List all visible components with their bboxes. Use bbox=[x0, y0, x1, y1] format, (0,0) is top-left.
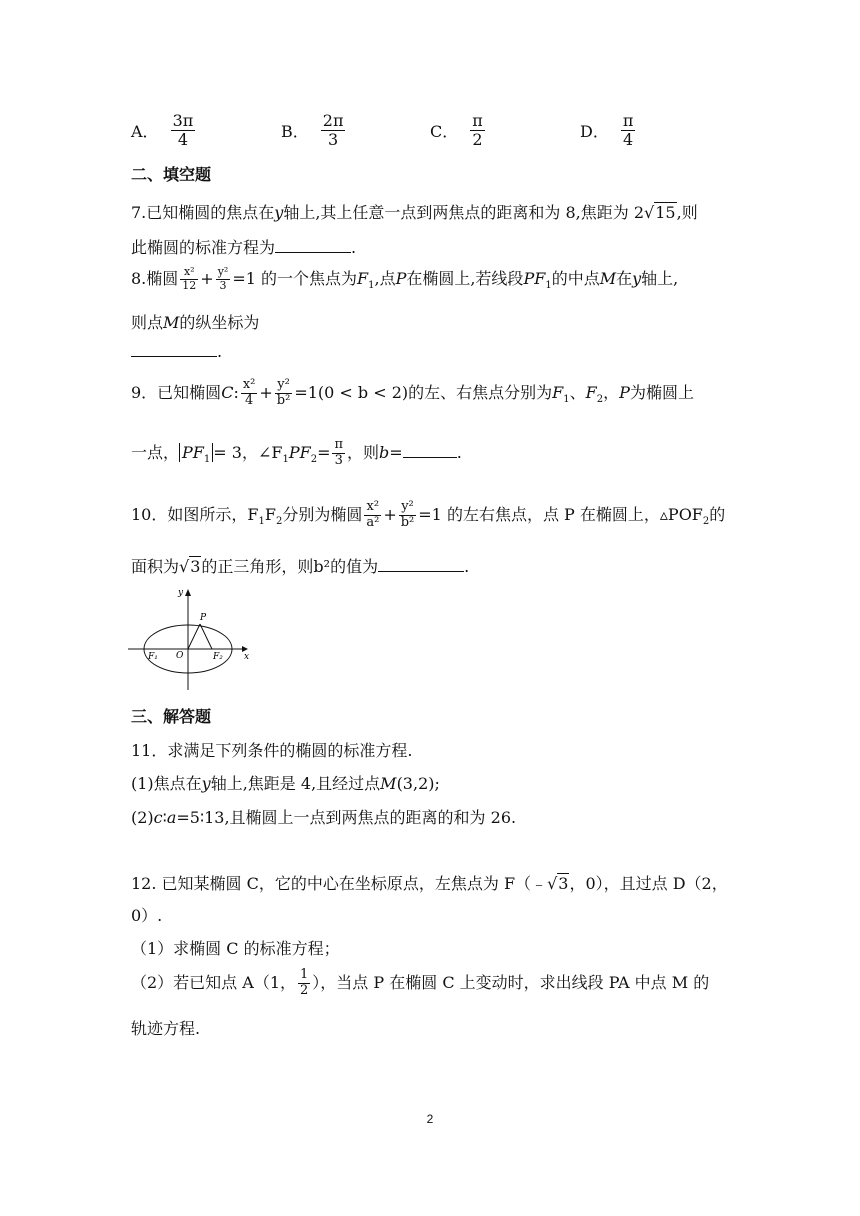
text: . bbox=[217, 342, 223, 361]
text: ∶ bbox=[162, 808, 167, 827]
question-12-part-2-cont: 轨迹方程. bbox=[131, 1019, 201, 1038]
var: F bbox=[552, 382, 564, 402]
text: 轴上,其上任意一点到两焦点的距离和为 8,焦距为 2 bbox=[283, 203, 645, 222]
numerator: x² bbox=[364, 500, 381, 516]
text: ▵POF bbox=[659, 504, 703, 524]
text: 9．已知椭圆 bbox=[131, 382, 222, 402]
numerator: x² bbox=[180, 266, 198, 280]
denominator: 2 bbox=[300, 982, 309, 998]
fraction-denominator: 4 bbox=[623, 130, 634, 150]
fraction bbox=[275, 378, 293, 409]
segment-OP bbox=[188, 624, 200, 649]
var: M bbox=[163, 313, 180, 332]
label-f1: F₁ bbox=[148, 652, 158, 662]
fraction-half bbox=[298, 968, 310, 999]
text: ,则 bbox=[676, 203, 698, 222]
text: =5∶13,且椭圆上一点到两焦点的距离的和为 26. bbox=[176, 808, 517, 827]
fraction-numerator: π bbox=[622, 111, 634, 130]
fraction bbox=[216, 266, 231, 292]
text: 轴上,焦距是 4,且经过点 bbox=[210, 774, 381, 793]
answer-blank bbox=[403, 443, 457, 458]
text: 10．如图所示，F bbox=[131, 504, 259, 524]
option-letter: A． bbox=[131, 122, 159, 142]
text: 的纵坐标为 bbox=[179, 313, 260, 332]
text: ），当点 P 在椭圆 C 上变动时，求出线段 PA 中点 M 的 bbox=[312, 972, 710, 992]
var: F bbox=[357, 269, 369, 288]
question-12-line-2: 0）. bbox=[131, 906, 163, 925]
denominator: 3 bbox=[219, 279, 227, 292]
answer-blank bbox=[275, 238, 351, 253]
text: 12. 已知某椭圆 C，它的中心在坐标原点，左焦点为 F（﹣ bbox=[131, 874, 548, 893]
label-p: P bbox=[200, 613, 207, 623]
question-10-line-1: 10．如图所示，$F_1F_2$分别为椭圆 $\frac{\text{x²}}{\text{a²}}$ + $\frac{\text{y²}}{\text{b²}}$ =1 的左右焦点，点 P 在椭圆上，$▵POF_2$的 bbox=[131, 499, 726, 530]
var: b bbox=[379, 442, 390, 462]
label-o: O bbox=[176, 651, 184, 661]
text: =1 的一个焦点为 bbox=[232, 269, 357, 288]
text: = bbox=[317, 442, 331, 462]
label-f2: F₂ bbox=[213, 652, 223, 662]
option-c bbox=[430, 112, 487, 150]
fraction bbox=[241, 378, 258, 409]
text: =1 的左右焦点，点 P 在椭圆上， bbox=[418, 504, 660, 524]
question-8-line-2 bbox=[131, 310, 259, 333]
var: PF bbox=[182, 442, 204, 462]
absolute-value: $PF_1$ bbox=[179, 443, 213, 462]
denominator: a² bbox=[366, 514, 380, 530]
denominator: 4 bbox=[244, 392, 254, 408]
text: 为椭圆上 bbox=[629, 382, 694, 402]
text: 一点， bbox=[131, 442, 180, 462]
section-heading-solve: 三、解答题 bbox=[131, 707, 212, 726]
sqrt: √3 bbox=[179, 557, 201, 576]
question-11-part-1 bbox=[131, 771, 440, 794]
question-9-line-1: 9．已知椭圆C: $\frac{\text{x²}}{4}$ + $\frac{\text{y²}}{\text{b²}}$ =1(0 < b < 2)的左、右焦点分别为$F_1$、$F_2$，P为椭圆上 bbox=[131, 377, 694, 408]
denominator: b² bbox=[400, 514, 415, 530]
var: a bbox=[166, 808, 177, 827]
option-a bbox=[131, 112, 197, 150]
var: M bbox=[380, 774, 397, 793]
question-11-title: 11．求满足下列条件的椭圆的标准方程. bbox=[131, 741, 413, 760]
text: (3,2); bbox=[396, 774, 440, 793]
text: ，0），且过点 D（2， bbox=[569, 874, 728, 893]
option-b bbox=[281, 112, 347, 150]
fraction bbox=[332, 438, 345, 469]
var: y bbox=[632, 269, 642, 288]
fraction-numerator: π bbox=[472, 111, 483, 130]
text: 的左、右焦点分别为 bbox=[408, 382, 553, 402]
denominator: 12 bbox=[182, 279, 197, 292]
numerator: y² bbox=[399, 500, 417, 516]
sqrt: √3 bbox=[547, 874, 569, 893]
option-letter: B． bbox=[281, 122, 309, 142]
text: =1(0 < b < 2) bbox=[294, 382, 409, 402]
text: 在椭圆上,若线段 bbox=[406, 269, 524, 288]
question-8-line-3 bbox=[131, 342, 222, 361]
label-y: y bbox=[178, 588, 184, 598]
radicand: 3 bbox=[558, 874, 569, 893]
numerator: x² bbox=[242, 377, 256, 392]
radicand: 15 bbox=[655, 203, 676, 222]
text: b² bbox=[313, 557, 331, 576]
y-axis-arrow-icon bbox=[185, 589, 191, 596]
question-12-part-2 bbox=[131, 968, 709, 999]
denominator: 3 bbox=[334, 452, 343, 468]
var: PF bbox=[288, 442, 311, 462]
text: . bbox=[456, 442, 462, 462]
var: y bbox=[274, 203, 284, 222]
text: : bbox=[233, 382, 239, 402]
text: 的值为 bbox=[330, 557, 379, 576]
question-7-line-1 bbox=[131, 200, 698, 223]
option-fraction bbox=[470, 112, 485, 150]
fraction bbox=[399, 500, 417, 531]
question-12-part-1: （1）求椭圆 C 的标准方程； bbox=[131, 939, 340, 958]
numerator: π bbox=[334, 437, 344, 452]
text: 、 bbox=[569, 382, 586, 402]
option-letter: C． bbox=[430, 122, 459, 142]
var: P bbox=[619, 382, 630, 402]
fraction-numerator: 3π bbox=[172, 111, 194, 130]
var: F bbox=[585, 382, 597, 402]
text: + bbox=[200, 269, 214, 288]
var: C bbox=[221, 382, 234, 402]
text: 则点 bbox=[131, 313, 164, 332]
text: (2) bbox=[131, 808, 154, 827]
text: 在 bbox=[616, 269, 633, 288]
var: P bbox=[395, 269, 407, 288]
text: 的正三角形，则 bbox=[201, 557, 314, 576]
label-x: x bbox=[244, 652, 250, 662]
option-letter: D． bbox=[580, 122, 609, 142]
text: (1)焦点在 bbox=[131, 774, 202, 793]
var: y bbox=[201, 774, 211, 793]
text: 轴上, bbox=[641, 269, 679, 288]
question-12-line-1 bbox=[131, 871, 728, 894]
text: 8.椭圆 bbox=[131, 269, 179, 288]
text: 的 bbox=[709, 504, 726, 524]
option-fraction bbox=[321, 112, 346, 150]
text: ， bbox=[603, 382, 620, 402]
text: 7.已知椭圆的焦点在 bbox=[131, 203, 275, 222]
option-fraction bbox=[171, 112, 196, 150]
answer-blank bbox=[131, 342, 217, 357]
var: c bbox=[153, 808, 163, 827]
sqrt: √15 bbox=[644, 203, 676, 222]
var: M bbox=[599, 269, 617, 288]
numerator: y² bbox=[217, 265, 229, 279]
text: F bbox=[264, 504, 276, 524]
text: = 3，∠F bbox=[213, 442, 283, 462]
question-11-part-2 bbox=[131, 805, 516, 828]
text: ，则 bbox=[347, 442, 380, 462]
text: = bbox=[389, 442, 403, 462]
fraction bbox=[364, 500, 381, 531]
text: 此椭圆的标准方程为 bbox=[131, 238, 276, 257]
text: 面积为 bbox=[131, 557, 180, 576]
var: PF bbox=[523, 269, 546, 288]
text: ,点 bbox=[374, 269, 396, 288]
text: （2）若已知点 A（1， bbox=[131, 972, 297, 992]
question-8-line-1: 8.椭圆 $\frac{\text{x²}}{12}$ + $\frac{\text{y²}}{3}$ =1 的一个焦点为$F_1$,点P在椭圆上,若线段$PF_1$的中点M在y轴上, bbox=[131, 265, 679, 292]
question-7-line-2 bbox=[131, 235, 356, 258]
option-fraction bbox=[621, 112, 636, 150]
page-number: 2 bbox=[426, 1112, 434, 1126]
text: . bbox=[464, 557, 470, 576]
fraction bbox=[180, 266, 198, 292]
fraction-numerator: 2π bbox=[322, 111, 344, 130]
text: 分别为椭圆 bbox=[282, 504, 363, 524]
question-10-line-2 bbox=[131, 554, 469, 577]
radicand: 3 bbox=[190, 557, 201, 576]
numerator: 1 bbox=[300, 967, 309, 982]
ellipse-figure bbox=[128, 584, 253, 692]
text: . bbox=[351, 238, 357, 257]
numerator: y² bbox=[275, 378, 293, 394]
text: 的中点 bbox=[551, 269, 600, 288]
option-d bbox=[580, 112, 637, 150]
denominator: b² bbox=[276, 392, 291, 408]
section-heading-fill-in: 二、填空题 bbox=[131, 165, 212, 184]
answer-blank bbox=[378, 557, 464, 572]
question-9-line-2: 一点， $PF_1 = 3$，$\angle F_1PF_2=$ $\frac{\pi}{3}$ ，则b= . bbox=[131, 437, 462, 468]
fraction-denominator: 2 bbox=[472, 130, 483, 150]
fraction-denominator: 3 bbox=[328, 130, 339, 150]
fraction-denominator: 4 bbox=[177, 130, 188, 150]
